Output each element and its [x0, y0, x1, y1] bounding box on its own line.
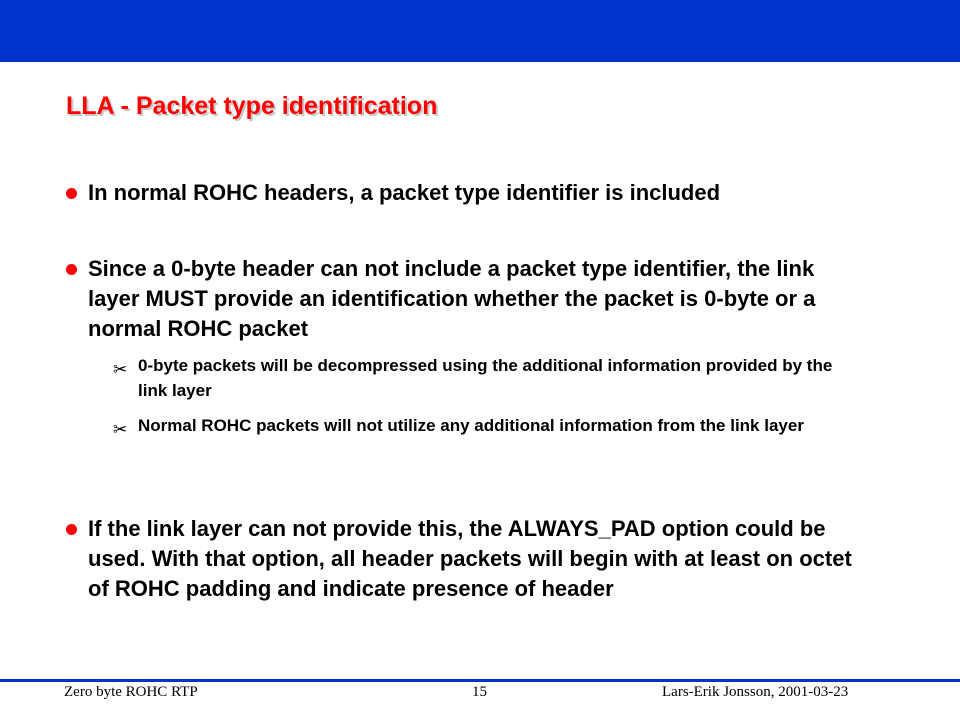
red-dot-icon — [66, 264, 77, 275]
header-bar — [0, 0, 960, 62]
footer-divider — [0, 679, 960, 682]
sub-bullet-item — [113, 413, 843, 438]
bullet-text: Since a 0-byte header can not include a packet type identifier, the link layer MUST provide an identification whether the packet is 0-byte or a normal ROHC packet — [88, 256, 816, 341]
sub-bullet-text: Normal ROHC packets will not utilize any additional information from the link layer — [138, 416, 804, 435]
bullet-item — [66, 178, 866, 208]
bullet-text: If the link layer can not provide this, the ALWAYS_PAD option could be used. With that option, all header packets will begin with at least on octet of ROHC padding and indicate presence of header — [88, 516, 852, 601]
red-dot-icon — [66, 524, 77, 535]
red-dot-icon — [66, 188, 77, 199]
footer-page-number: 15 — [472, 684, 487, 700]
bullet-item — [66, 254, 866, 344]
scissors-icon: ✂ — [113, 420, 128, 439]
sub-bullet-text: 0-byte packets will be decompressed using the additional information provided by the link layer — [138, 356, 833, 400]
scissors-icon: ✂ — [113, 360, 128, 379]
bullet-text: In normal ROHC headers, a packet type identifier is included — [88, 180, 721, 205]
bullet-item — [66, 514, 866, 604]
footer-left: Zero byte ROHC RTP — [64, 684, 198, 700]
footer-right: Lars-Erik Jonsson, 2001-03-23 — [662, 684, 849, 700]
slide-title: LLA - Packet type identification — [66, 92, 438, 120]
sub-bullet-item — [113, 353, 843, 403]
